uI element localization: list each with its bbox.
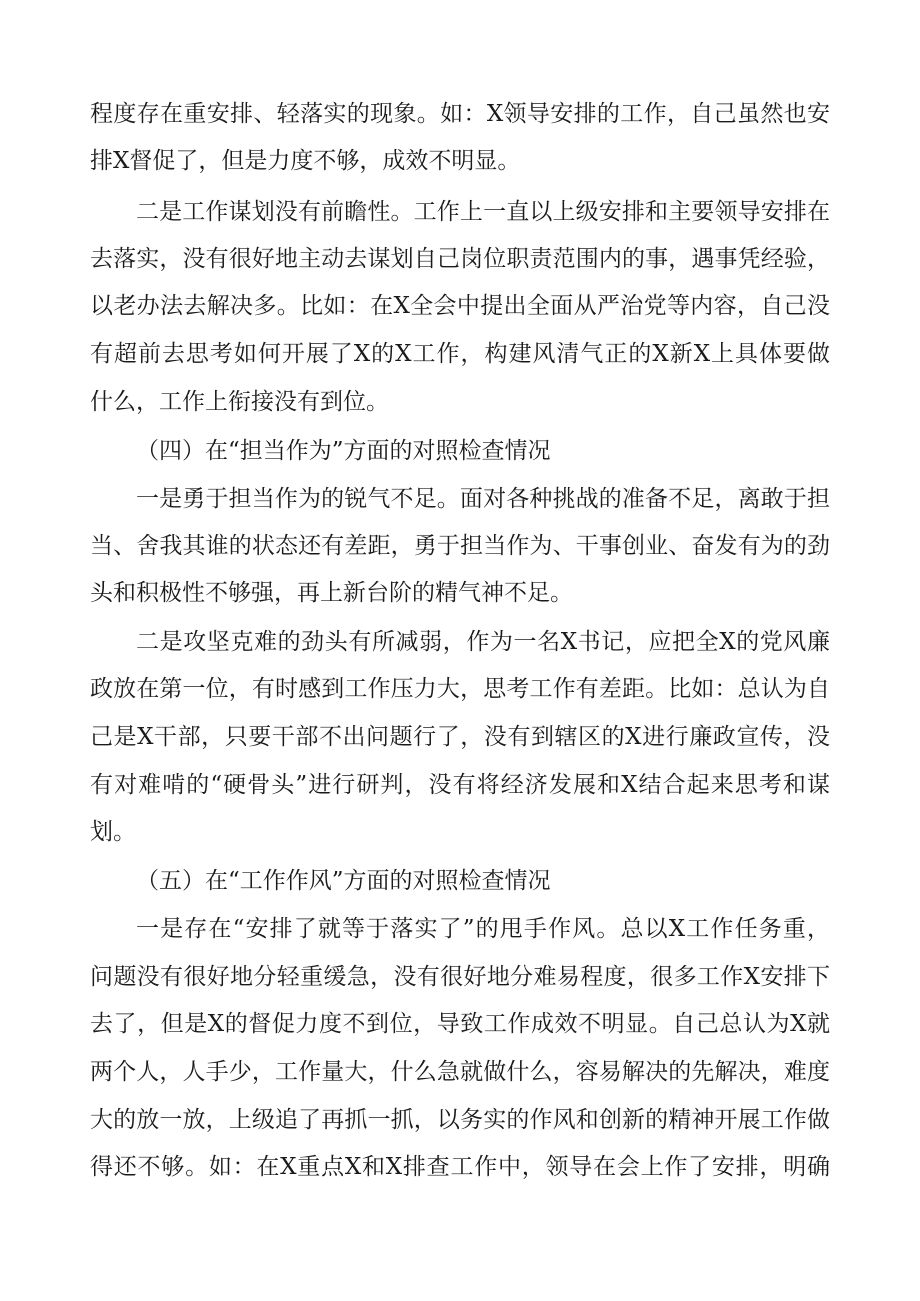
paragraph-first-line: 二是工作谋划没有前瞻性。工作上一直以上级安排和主要领导安排在 xyxy=(136,199,830,225)
text-line: 两个人，人手少，工作量大，什么急就做什么，容易解决的先解决，难度 xyxy=(90,1059,830,1085)
section-heading: （五）在“工作作风”方面的对照检查情况 xyxy=(136,868,551,894)
text-line: 政放在第一位，有时感到工作压力大，思考工作有差距。比如：总认为自 xyxy=(90,676,830,702)
text-line: 得还不够。如：在X重点X和X排查工作中，领导在会上作了安排，明确 xyxy=(90,1154,830,1180)
text-line: 划。 xyxy=(90,819,136,845)
text-line: 有对难啃的“硬骨头”进行研判，没有将经济发展和X结合起来思考和谋 xyxy=(90,772,830,798)
text-line: 头和积极性不够强，再上新台阶的精气神不足。 xyxy=(90,580,573,606)
section-heading: （四）在“担当作为”方面的对照检查情况 xyxy=(136,438,551,464)
text-line: 己是X干部，只要干部不出问题行了，没有到辖区的X进行廉政宣传，没 xyxy=(90,724,830,750)
text-line: 去落实，没有很好地主动去谋划自己岗位职责范围内的事，遇事凭经验， xyxy=(90,246,830,272)
text-line: 去了，但是X的督促力度不到位，导致工作成效不明显。自己总认为X就 xyxy=(90,1011,830,1037)
text-line: 程度存在重安排、轻落实的现象。如：X领导安排的工作，自己虽然也安 xyxy=(90,101,830,127)
text-line: 当、舍我其谁的状态还有差距，勇于担当作为、干事创业、奋发有为的劲 xyxy=(90,533,830,559)
text-line: 有超前去思考如何开展了X的X工作，构建风清气正的X新X上具体要做 xyxy=(90,341,830,367)
text-line: 大的放一放，上级追了再抓一抓，以务实的作风和创新的精神开展工作做 xyxy=(90,1107,830,1133)
paragraph-first-line: 一是勇于担当作为的锐气不足。面对各种挑战的准备不足，离敢于担 xyxy=(136,486,830,512)
paragraph-first-line: 二是攻坚克难的劲头有所减弱，作为一名X书记，应把全X的党风廉 xyxy=(136,629,830,655)
text-line: 什么，工作上衔接没有到位。 xyxy=(90,389,389,415)
text-line: 以老办法去解决多。比如：在X全会中提出全面从严治党等内容，自己没 xyxy=(90,293,830,319)
text-line: 问题没有很好地分轻重缓急，没有很好地分难易程度，很多工作X安排下 xyxy=(90,964,830,990)
paragraph-first-line: 一是存在“安排了就等于落实了”的甩手作风。总以X工作任务重， xyxy=(136,916,830,942)
text-line: 排X督促了，但是力度不够，成效不明显。 xyxy=(90,148,521,174)
